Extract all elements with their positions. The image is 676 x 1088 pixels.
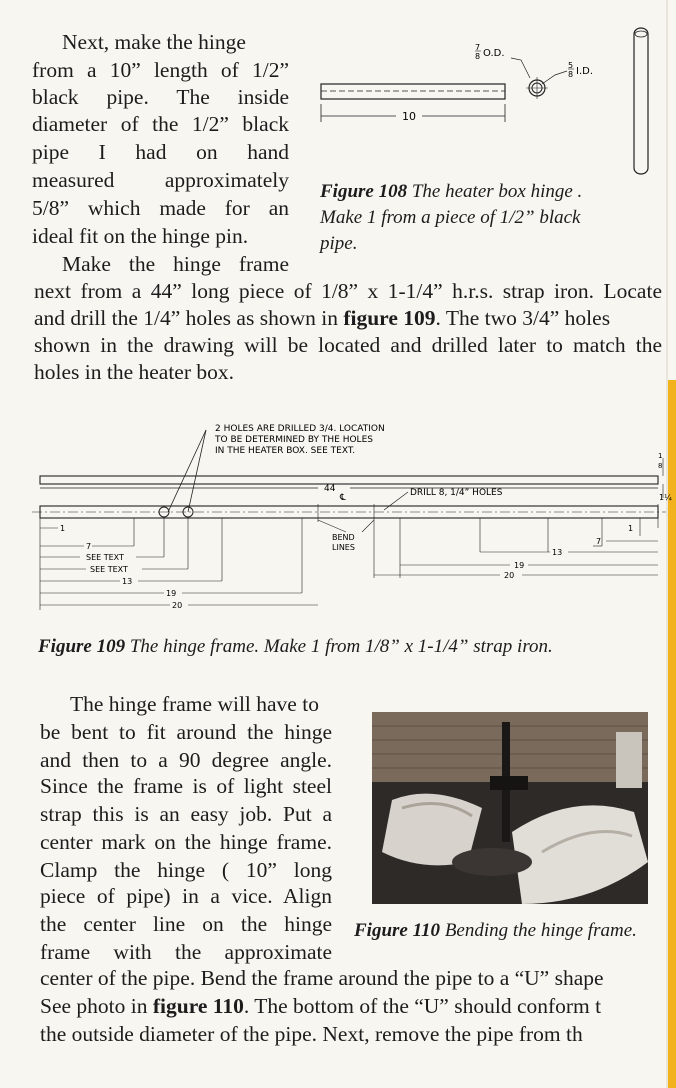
- text-line: Since the frame is of light steel: [40, 774, 332, 798]
- text-span: See photo in: [40, 994, 148, 1018]
- text-line: the center line on the hinge: [40, 912, 332, 936]
- pipe-side-view: [321, 84, 505, 99]
- thickness-denominator: 8: [658, 462, 663, 470]
- text-line: the outside diameter of the pipe. Next, remove the pipe from th: [40, 1022, 583, 1046]
- figure-108-caption-line2: Make 1 from a piece of 1/2” black: [320, 207, 581, 228]
- figure-108-caption-line1: [320, 179, 582, 205]
- strap-edge-view: [40, 476, 658, 484]
- see-text-label: SEE TEXT: [90, 565, 128, 574]
- text-line: be bent to fit around the hinge: [40, 720, 332, 744]
- text-line: [34, 304, 610, 332]
- width-dim: 1¼: [659, 493, 672, 502]
- see-text-label: SEE TEXT: [86, 553, 124, 562]
- id-denominator: 8: [568, 70, 574, 79]
- photo-illustration: [372, 712, 648, 904]
- text-line: frame with the approximate: [40, 940, 332, 964]
- note-line: IN THE HEATER BOX. SEE TEXT.: [215, 446, 356, 456]
- drill-note: DRILL 8, 1/4” HOLES: [410, 488, 503, 498]
- text-line: center of the pipe. Bend the frame around the pipe to a “U” shape: [40, 966, 604, 990]
- text-line: 5/8” which made for an: [32, 196, 289, 220]
- od-label: O.D.: [483, 48, 505, 59]
- text-line: strap this is an easy job. Put a: [40, 802, 332, 826]
- figure-108-caption-line3: pipe.: [320, 233, 358, 254]
- bend-label: LINES: [332, 543, 355, 552]
- text-line: shown in the drawing will be located and drilled later to match the: [34, 333, 662, 357]
- text-line: Make the hinge frame: [62, 252, 289, 276]
- figure-109-caption: [38, 634, 553, 660]
- text-line: and then to a 90 degree angle.: [40, 748, 332, 772]
- dim-right: 20: [504, 571, 515, 580]
- od-denominator: 8: [475, 52, 481, 61]
- caption-text: The heater box hinge .: [411, 181, 583, 202]
- figure-110-label: Figure 110: [354, 920, 441, 941]
- text-line: measured approximately: [32, 168, 289, 192]
- text-line: piece of pipe) in a vice. Align: [40, 884, 332, 908]
- figure-110-reference: figure 110: [152, 994, 244, 1018]
- text-line: black pipe. The inside: [32, 85, 289, 109]
- centerline-mark: ℄: [340, 493, 346, 503]
- dim-right: 13: [552, 548, 563, 557]
- text-line: ideal fit on the hinge pin.: [32, 224, 249, 248]
- dim-left: 19: [166, 589, 177, 598]
- text-line: Clamp the hinge ( 10” long: [40, 858, 332, 882]
- text-span: . The bottom of the “U” should conform t: [243, 994, 602, 1018]
- dim-left: 20: [172, 601, 183, 610]
- figure-110-caption: [354, 918, 637, 944]
- text-line: Next, make the hinge: [62, 30, 246, 54]
- dim-left: 7: [86, 542, 92, 551]
- text-line: holes in the heater box.: [34, 360, 235, 384]
- figure-108-drawing: [312, 20, 662, 180]
- text-line: pipe I had on hand: [32, 140, 289, 164]
- caption-text: The hinge frame. Make 1 from 1/8” x 1-1/4” strap iron.: [129, 636, 553, 657]
- note-line: 2 HOLES ARE DRILLED 3/4. LOCATION: [215, 424, 385, 434]
- text-line: center mark on the hinge frame.: [40, 830, 332, 854]
- figure-109-label: Figure 109: [38, 636, 126, 657]
- figure-110-photo: [372, 712, 648, 904]
- figure-108-label: Figure 108: [320, 181, 408, 202]
- strap-plan-view: [40, 506, 658, 518]
- bend-label: BEND: [332, 533, 355, 542]
- note-line: TO BE DETERMINED BY THE HOLES: [215, 435, 373, 445]
- dim-left: 13: [122, 577, 133, 586]
- dim-right: 7: [596, 537, 602, 546]
- od-numerator: 7: [475, 43, 481, 52]
- text-span: and drill the 1/4” holes as shown in: [34, 306, 338, 330]
- text-line: [40, 992, 601, 1020]
- dim-left: 1: [60, 524, 66, 533]
- text-line: from a 10” length of 1/2”: [32, 58, 289, 82]
- page-edge-strip: [668, 380, 676, 1088]
- text-line: diameter of the 1/2” black: [32, 112, 289, 136]
- dim-right: 1: [628, 524, 634, 533]
- figure-109-drawing: [28, 418, 672, 618]
- figure-109-reference: figure 109: [343, 306, 436, 330]
- id-label: I.D.: [576, 66, 594, 77]
- pipe-isometric-view: [634, 28, 648, 174]
- thickness-numerator: 1: [658, 452, 663, 460]
- pipe-length-dim: 10: [402, 110, 416, 123]
- length-dim: 44: [324, 484, 336, 494]
- dim-right: 19: [514, 561, 525, 570]
- id-numerator: 5: [568, 61, 574, 70]
- text-span: . The two 3/4” holes: [435, 306, 611, 330]
- text-line: The hinge frame will have to: [70, 692, 319, 716]
- text-line: next from a 44” long piece of 1/8” x 1-1/4” h.r.s. strap iron. Locate: [34, 279, 662, 303]
- caption-text: Bending the hinge frame.: [444, 920, 637, 941]
